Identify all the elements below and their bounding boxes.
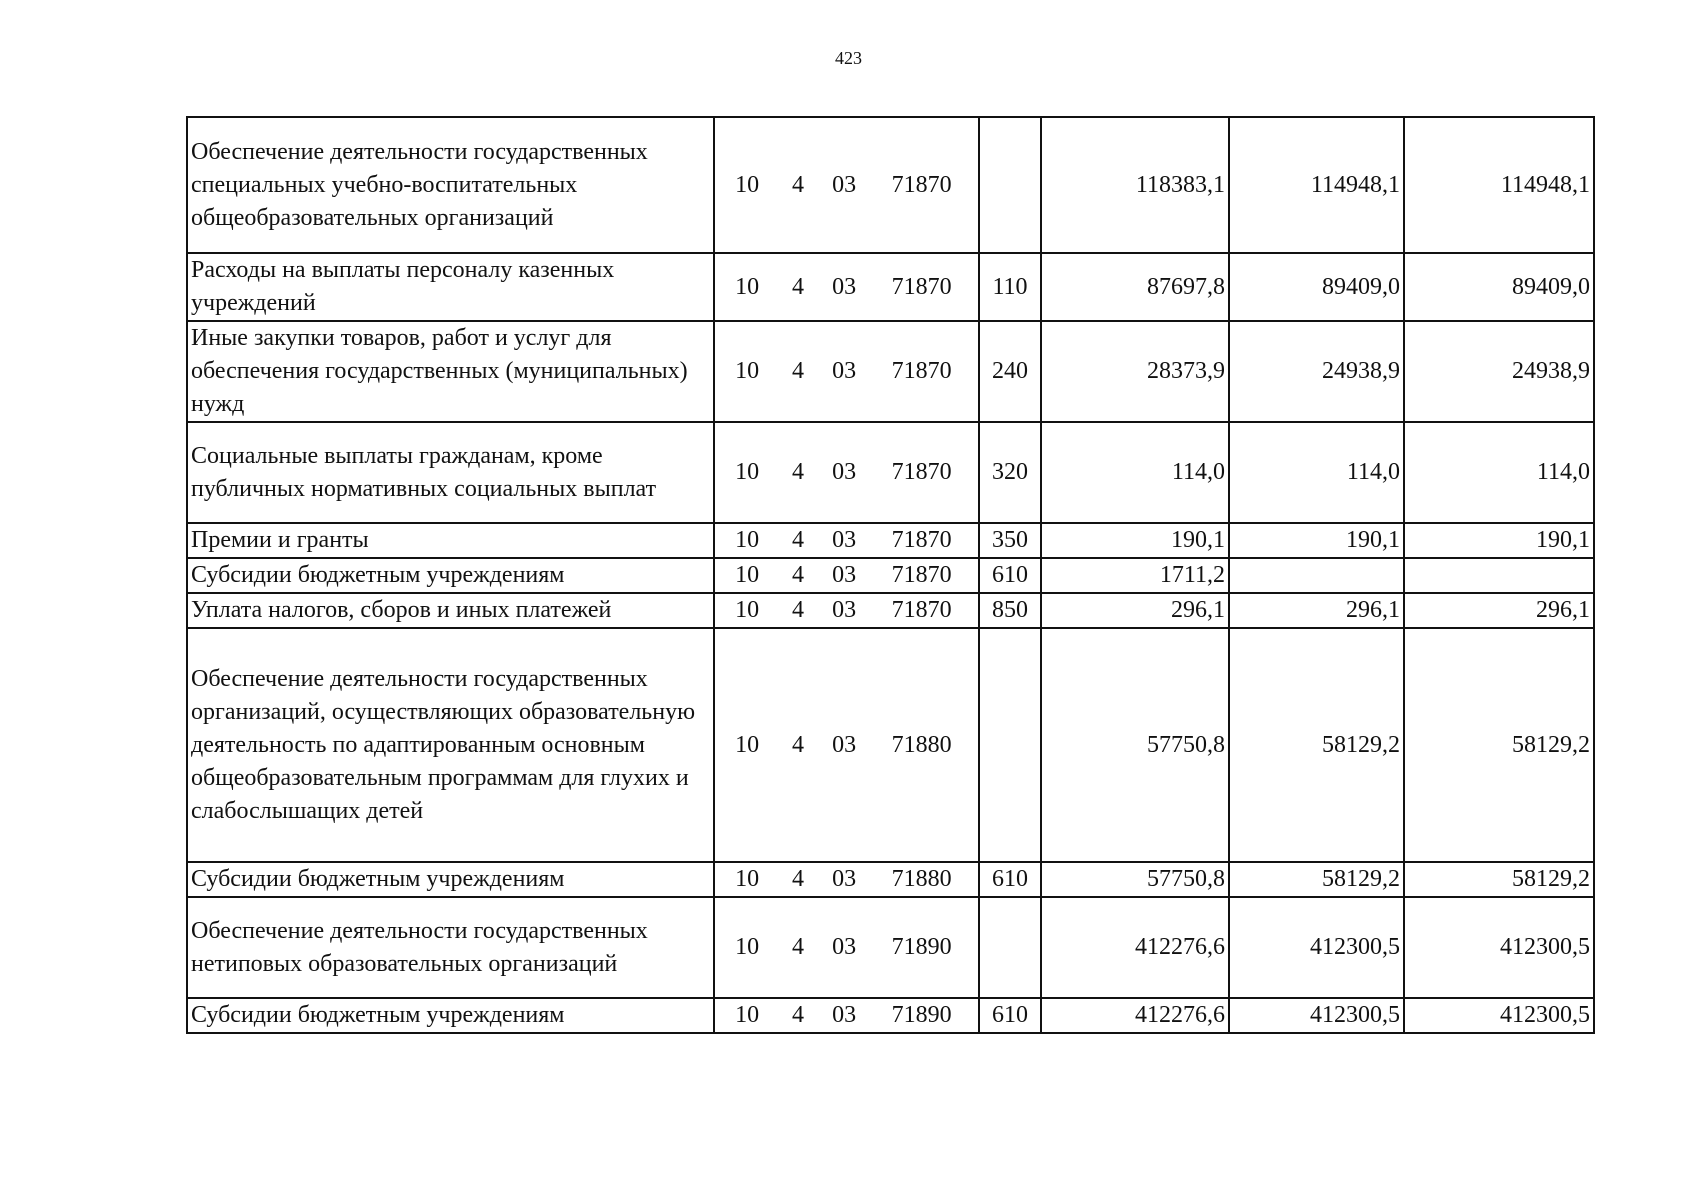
row-codes: [714, 628, 979, 862]
amount-1: 87697,8: [1041, 253, 1229, 321]
budget-table: [186, 116, 1595, 1034]
row-codes: [714, 253, 979, 321]
row-codes: [714, 593, 979, 628]
table-row: [187, 253, 1594, 321]
section-code: 10: [735, 731, 760, 758]
amount-2: 412300,5: [1229, 897, 1404, 998]
row-description: Обеспечение деятельности государственных организаций, осуществляющих образовательную деятельность по адаптированным основным общеобразовательным программам для глухих и слабослышащих детей: [187, 628, 714, 862]
program-code: 03: [832, 866, 857, 892]
program-code: 03: [832, 527, 857, 553]
amount-2: 114,0: [1229, 422, 1404, 523]
amount-2: 58129,2: [1229, 862, 1404, 897]
table-row: [187, 998, 1594, 1033]
amount-1: 114,0: [1041, 422, 1229, 523]
item-code: 71890: [891, 1002, 952, 1028]
amount-1: 296,1: [1041, 593, 1229, 628]
amount-1: 412276,6: [1041, 897, 1229, 998]
subsection-code: 4: [792, 1002, 804, 1028]
row-codes: [714, 321, 979, 422]
table-row: [187, 523, 1594, 558]
program-code: 03: [832, 273, 857, 300]
row-description: Иные закупки товаров, работ и услуг для обеспечения государственных (муниципальных) нужд: [187, 321, 714, 422]
page-number: 423: [835, 48, 862, 68]
subsection-code: 4: [792, 459, 804, 485]
section-code: 10: [735, 459, 760, 485]
row-codes: [714, 998, 979, 1033]
amount-2: 58129,2: [1229, 628, 1404, 862]
program-code: 03: [832, 731, 857, 758]
amount-2: 296,1: [1229, 593, 1404, 628]
amount-3: 412300,5: [1404, 998, 1594, 1033]
item-code: 71870: [891, 171, 952, 198]
item-code: 71870: [891, 459, 952, 485]
amount-3: 58129,2: [1404, 628, 1594, 862]
amount-1: 28373,9: [1041, 321, 1229, 422]
item-code: 71880: [891, 866, 952, 892]
expense-type-code: 240: [979, 321, 1041, 422]
subsection-code: 4: [792, 273, 804, 300]
section-code: 10: [735, 1002, 760, 1028]
program-code: 03: [832, 358, 857, 384]
expense-type-code: 610: [979, 862, 1041, 897]
expense-type-code: 350: [979, 523, 1041, 558]
program-code: 03: [832, 597, 857, 623]
amount-3: 296,1: [1404, 593, 1594, 628]
amount-2: 114948,1: [1229, 117, 1404, 253]
amount-1: 412276,6: [1041, 998, 1229, 1033]
amount-1: 118383,1: [1041, 117, 1229, 253]
row-description: Уплата налогов, сборов и иных платежей: [187, 593, 714, 628]
program-code: 03: [832, 171, 857, 198]
table-row: [187, 117, 1594, 253]
expense-type-code: 110: [979, 253, 1041, 321]
subsection-code: 4: [792, 866, 804, 892]
table-row: [187, 422, 1594, 523]
amount-2: [1229, 558, 1404, 593]
amount-1: 1711,2: [1041, 558, 1229, 593]
amount-2: 24938,9: [1229, 321, 1404, 422]
row-description: Премии и гранты: [187, 523, 714, 558]
section-code: 10: [735, 527, 760, 553]
table-row: [187, 897, 1594, 998]
section-code: 10: [735, 273, 760, 300]
expense-type-code: 610: [979, 998, 1041, 1033]
program-code: 03: [832, 459, 857, 485]
item-code: 71870: [891, 562, 952, 588]
item-code: 71870: [891, 527, 952, 553]
item-code: 71870: [891, 597, 952, 623]
amount-2: 412300,5: [1229, 998, 1404, 1033]
section-code: 10: [735, 358, 760, 384]
amount-3: 58129,2: [1404, 862, 1594, 897]
row-codes: [714, 523, 979, 558]
amount-3: 412300,5: [1404, 897, 1594, 998]
subsection-code: 4: [792, 527, 804, 553]
amount-3: 89409,0: [1404, 253, 1594, 321]
expense-type-code: 850: [979, 593, 1041, 628]
section-code: 10: [735, 934, 760, 960]
expense-type-code: 610: [979, 558, 1041, 593]
section-code: 10: [735, 866, 760, 892]
expense-type-code: [979, 117, 1041, 253]
row-description: Субсидии бюджетным учреждениям: [187, 998, 714, 1033]
subsection-code: 4: [792, 171, 804, 198]
item-code: 71890: [891, 934, 952, 960]
subsection-code: 4: [792, 562, 804, 588]
program-code: 03: [832, 1002, 857, 1028]
item-code: 71880: [891, 731, 952, 758]
amount-2: 190,1: [1229, 523, 1404, 558]
subsection-code: 4: [792, 934, 804, 960]
amount-1: 57750,8: [1041, 628, 1229, 862]
amount-3: 114948,1: [1404, 117, 1594, 253]
amount-1: 190,1: [1041, 523, 1229, 558]
row-description: Обеспечение деятельности государственных специальных учебно-воспитательных общеобразовательных организаций: [187, 117, 714, 253]
item-code: 71870: [891, 358, 952, 384]
amount-2: 89409,0: [1229, 253, 1404, 321]
section-code: 10: [735, 562, 760, 588]
row-codes: [714, 862, 979, 897]
amount-3: 190,1: [1404, 523, 1594, 558]
expense-type-code: 320: [979, 422, 1041, 523]
section-code: 10: [735, 597, 760, 623]
row-description: Расходы на выплаты персоналу казенных учреждений: [187, 253, 714, 321]
row-codes: [714, 558, 979, 593]
table-row: [187, 558, 1594, 593]
table-row: [187, 628, 1594, 862]
row-codes: [714, 117, 979, 253]
expense-type-code: [979, 628, 1041, 862]
row-description: Субсидии бюджетным учреждениям: [187, 558, 714, 593]
row-codes: [714, 897, 979, 998]
program-code: 03: [832, 934, 857, 960]
table-row: [187, 593, 1594, 628]
row-description: Субсидии бюджетным учреждениям: [187, 862, 714, 897]
row-description: Обеспечение деятельности государственных нетиповых образовательных организаций: [187, 897, 714, 998]
table-row: [187, 321, 1594, 422]
section-code: 10: [735, 171, 760, 198]
item-code: 71870: [891, 273, 952, 300]
program-code: 03: [832, 562, 857, 588]
amount-3: 24938,9: [1404, 321, 1594, 422]
row-description: Социальные выплаты гражданам, кроме публичных нормативных социальных выплат: [187, 422, 714, 523]
amount-3: 114,0: [1404, 422, 1594, 523]
table-row: [187, 862, 1594, 897]
subsection-code: 4: [792, 597, 804, 623]
amount-1: 57750,8: [1041, 862, 1229, 897]
subsection-code: 4: [792, 731, 804, 758]
amount-3: [1404, 558, 1594, 593]
subsection-code: 4: [792, 358, 804, 384]
row-codes: [714, 422, 979, 523]
expense-type-code: [979, 897, 1041, 998]
